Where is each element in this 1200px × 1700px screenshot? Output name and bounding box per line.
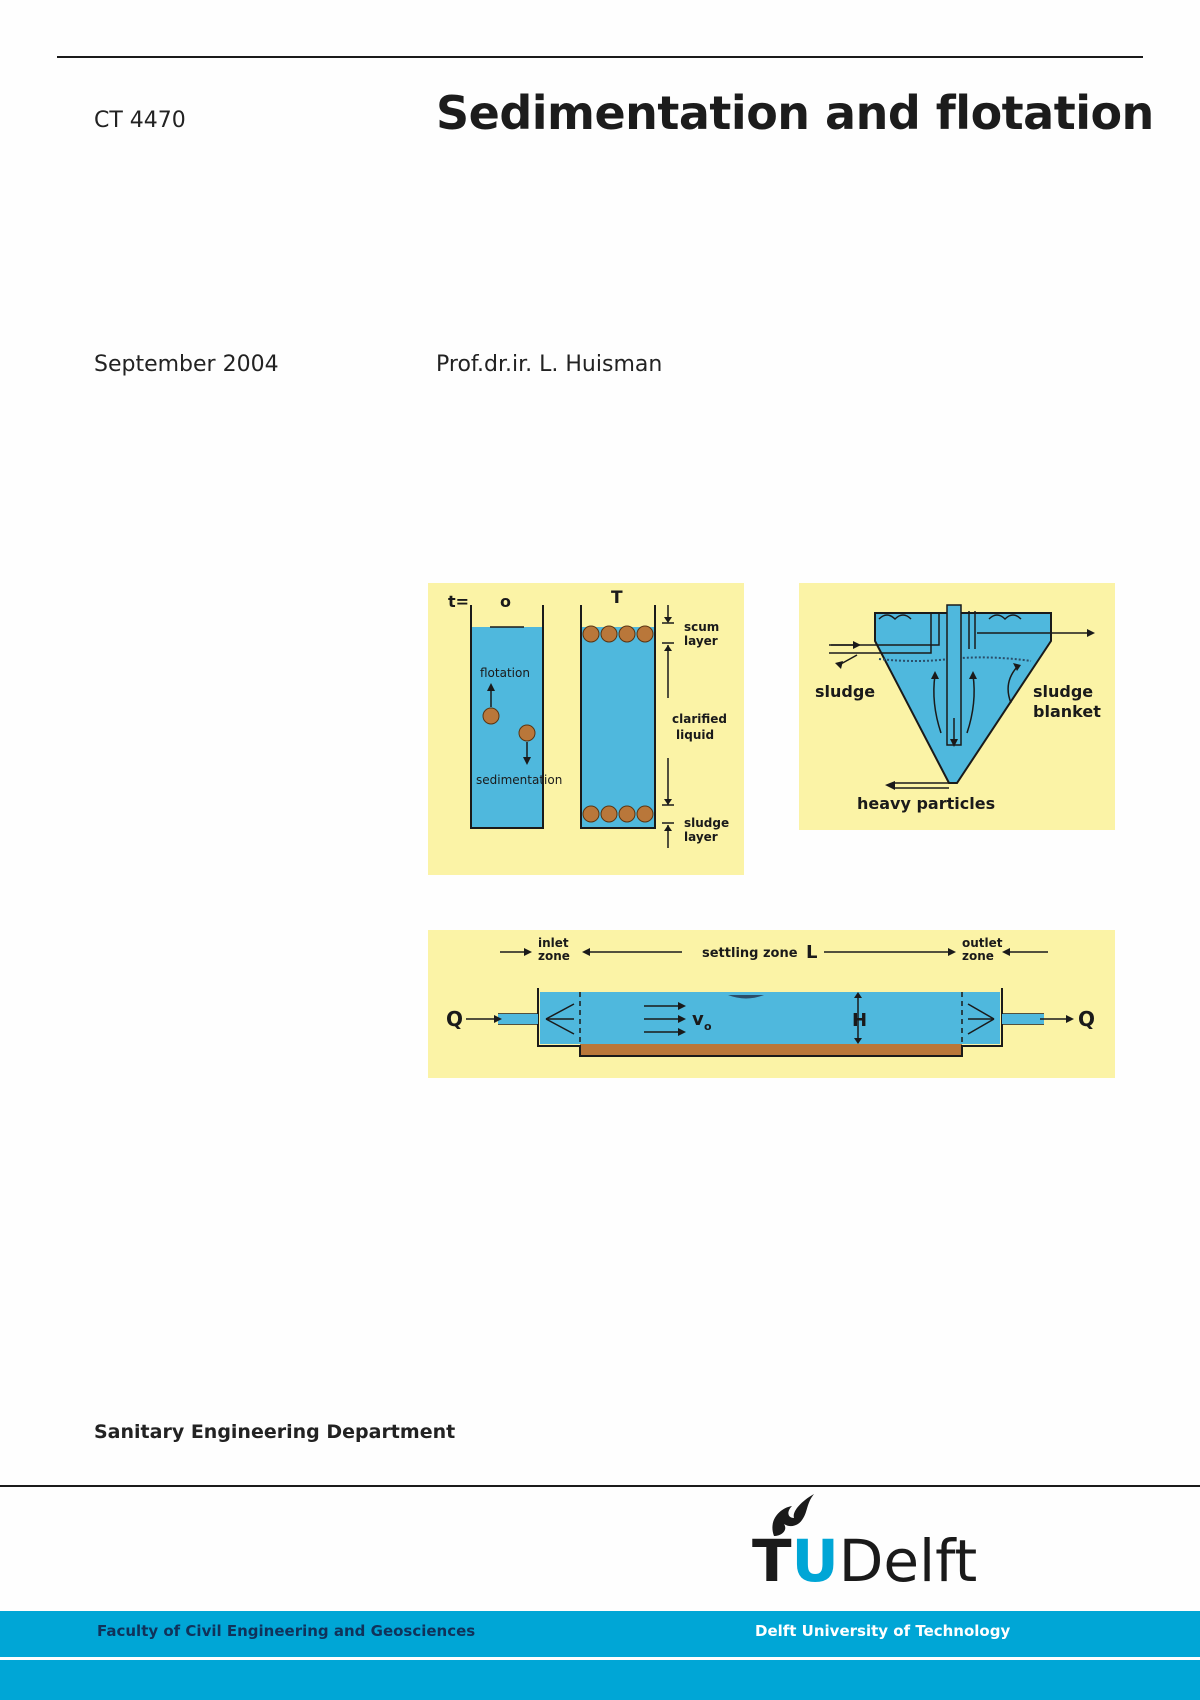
author-name: Prof.dr.ir. L. Huisman bbox=[436, 352, 663, 377]
logo-delft: Delft bbox=[838, 1527, 978, 1595]
flotation-label: flotation bbox=[480, 666, 530, 680]
outlet-zone-label-1: outlet bbox=[962, 936, 1003, 950]
outlet-zone-label-2: zone bbox=[962, 949, 994, 963]
inlet-zone-label-1: inlet bbox=[538, 936, 569, 950]
footer-band-bottom bbox=[0, 1660, 1200, 1700]
page-title: Sedimentation and flotation bbox=[436, 86, 1154, 140]
velocity-label: v bbox=[692, 1009, 704, 1030]
t-label: t= bbox=[448, 592, 470, 611]
figure-sludge-blanket-clarifier bbox=[799, 583, 1115, 830]
settling-zone-label: settling zone bbox=[702, 946, 798, 961]
liquid-label: liquid bbox=[676, 728, 715, 742]
t-end-label: T bbox=[611, 588, 623, 608]
figure-horizontal-settling-tank bbox=[428, 930, 1115, 1078]
clarified-label: clarified bbox=[672, 712, 727, 726]
sludge-blanket-label-2: blanket bbox=[1033, 702, 1101, 721]
sludge-outlet-label: sludge bbox=[815, 682, 876, 701]
logo-wordmark bbox=[752, 1527, 978, 1595]
length-label: L bbox=[806, 942, 818, 963]
sedimentation-label: sedimentation bbox=[476, 773, 563, 787]
outflow-q-label: Q bbox=[1078, 1007, 1096, 1031]
scum-label: scum bbox=[684, 620, 720, 634]
heavy-particles-label: heavy particles bbox=[857, 794, 996, 813]
publication-date: September 2004 bbox=[94, 352, 279, 377]
sludge-blanket-label-1: sludge bbox=[1033, 682, 1094, 701]
t-zero-label: o bbox=[500, 592, 511, 611]
inflow-q-label: Q bbox=[446, 1007, 464, 1031]
sludge-label: sludge bbox=[684, 816, 730, 830]
tu-delft-logo bbox=[752, 1490, 1012, 1595]
logo-u: U bbox=[791, 1527, 839, 1595]
department-name: Sanitary Engineering Department bbox=[94, 1421, 456, 1443]
velocity-subscript: o bbox=[704, 1020, 712, 1033]
faculty-name: Faculty of Civil Engineering and Geosciences bbox=[97, 1622, 476, 1640]
top-rule bbox=[57, 56, 1143, 58]
figure-settling-columns bbox=[428, 583, 744, 875]
inlet-zone-label-2: zone bbox=[538, 949, 570, 963]
course-code: CT 4470 bbox=[94, 108, 186, 133]
sludge-layer-label: layer bbox=[684, 830, 718, 844]
logo-t: T bbox=[752, 1527, 792, 1595]
height-label: H bbox=[852, 1010, 868, 1031]
bottom-rule bbox=[0, 1485, 1200, 1487]
university-name: Delft University of Technology bbox=[755, 1622, 1011, 1640]
scum-layer-label: layer bbox=[684, 634, 718, 648]
